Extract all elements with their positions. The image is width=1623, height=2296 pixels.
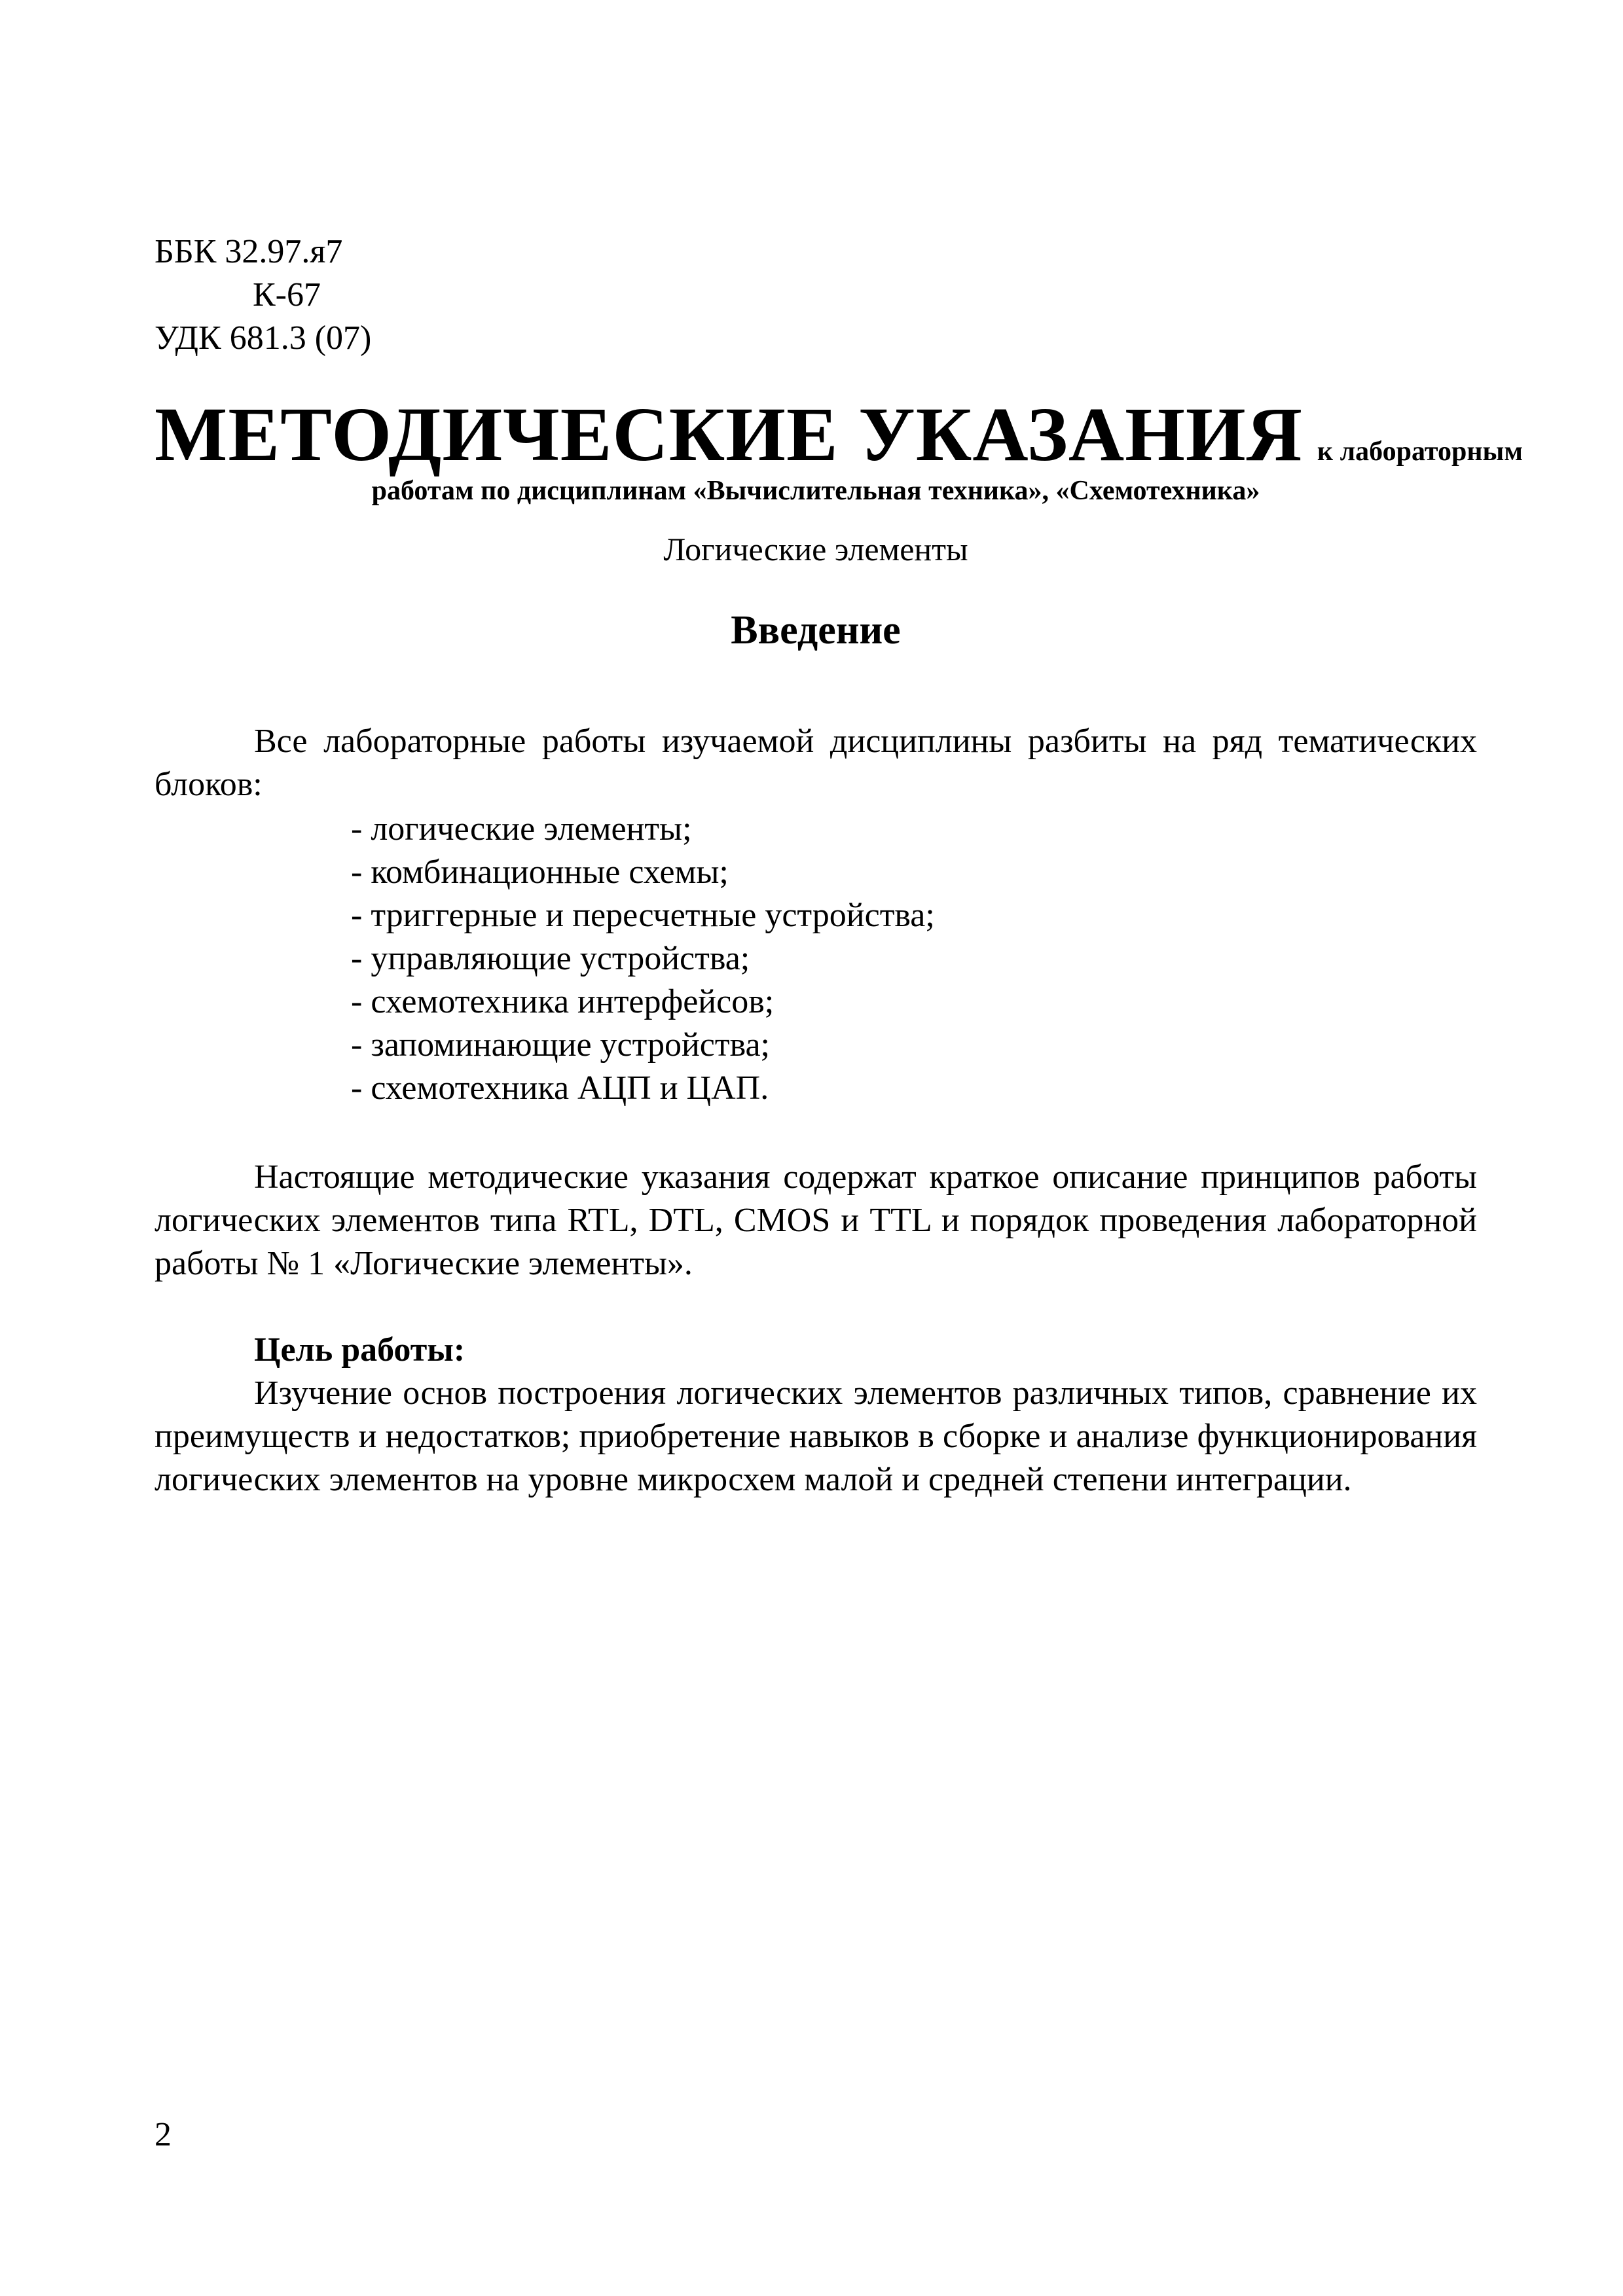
page-number: 2 [155,2116,172,2153]
list-item: - управляющие устройства; [351,940,750,977]
list-item: - запоминающие устройства; [351,1026,770,1064]
goal-heading: Цель работы: [254,1331,465,1369]
title-main: МЕТОДИЧЕСКИЕ УКАЗАНИЯ [155,391,1303,477]
section-heading: Введение [731,608,901,653]
intro-paragraph [155,720,1477,806]
document-topic: Логические элементы [663,531,968,567]
classification-codes [155,230,371,360]
title-tail: к лабораторным [1317,437,1523,467]
intro-text: Все лабораторные работы изучаемой дисциплины разбиты на ряд тематических блоков: [155,723,1477,803]
document-subtitle: работам по дисциплинам «Вычислительная техника», «Схемотехника» [371,476,1260,506]
description-text: Настоящие методические указания содержат краткое описание принципов работы логических элементов типа RTL, DTL, CMOS и TTL и порядок проведения лабораторной работы № 1 «Логические элементы». [155,1158,1477,1282]
list-item: - схемотехника АЦП и ЦАП. [351,1069,769,1107]
goal-paragraph [155,1372,1477,1501]
goal-text: Изучение основ построения логических элементов различных типов, сравнение их преимуществ и недостатков; приобретение навыков в сборке и анализе функционирования логических элементов на уровне микросхем малой и средней степени интеграции. [155,1374,1477,1498]
list-item: - логические элементы; [351,810,692,848]
list-item: - триггерные и пересчетные устройства; [351,897,935,934]
blocks-list [351,808,935,1110]
udk-code: УДК 681.3 (07) [155,319,372,357]
description-paragraph [155,1156,1477,1285]
bbk-code: ББК 32.97.я7 [155,233,343,270]
list-item: - схемотехника интерфейсов; [351,983,775,1020]
document-title [155,390,1523,479]
list-item: - комбинационные схемы; [351,853,729,891]
author-mark: К-67 [253,276,321,314]
